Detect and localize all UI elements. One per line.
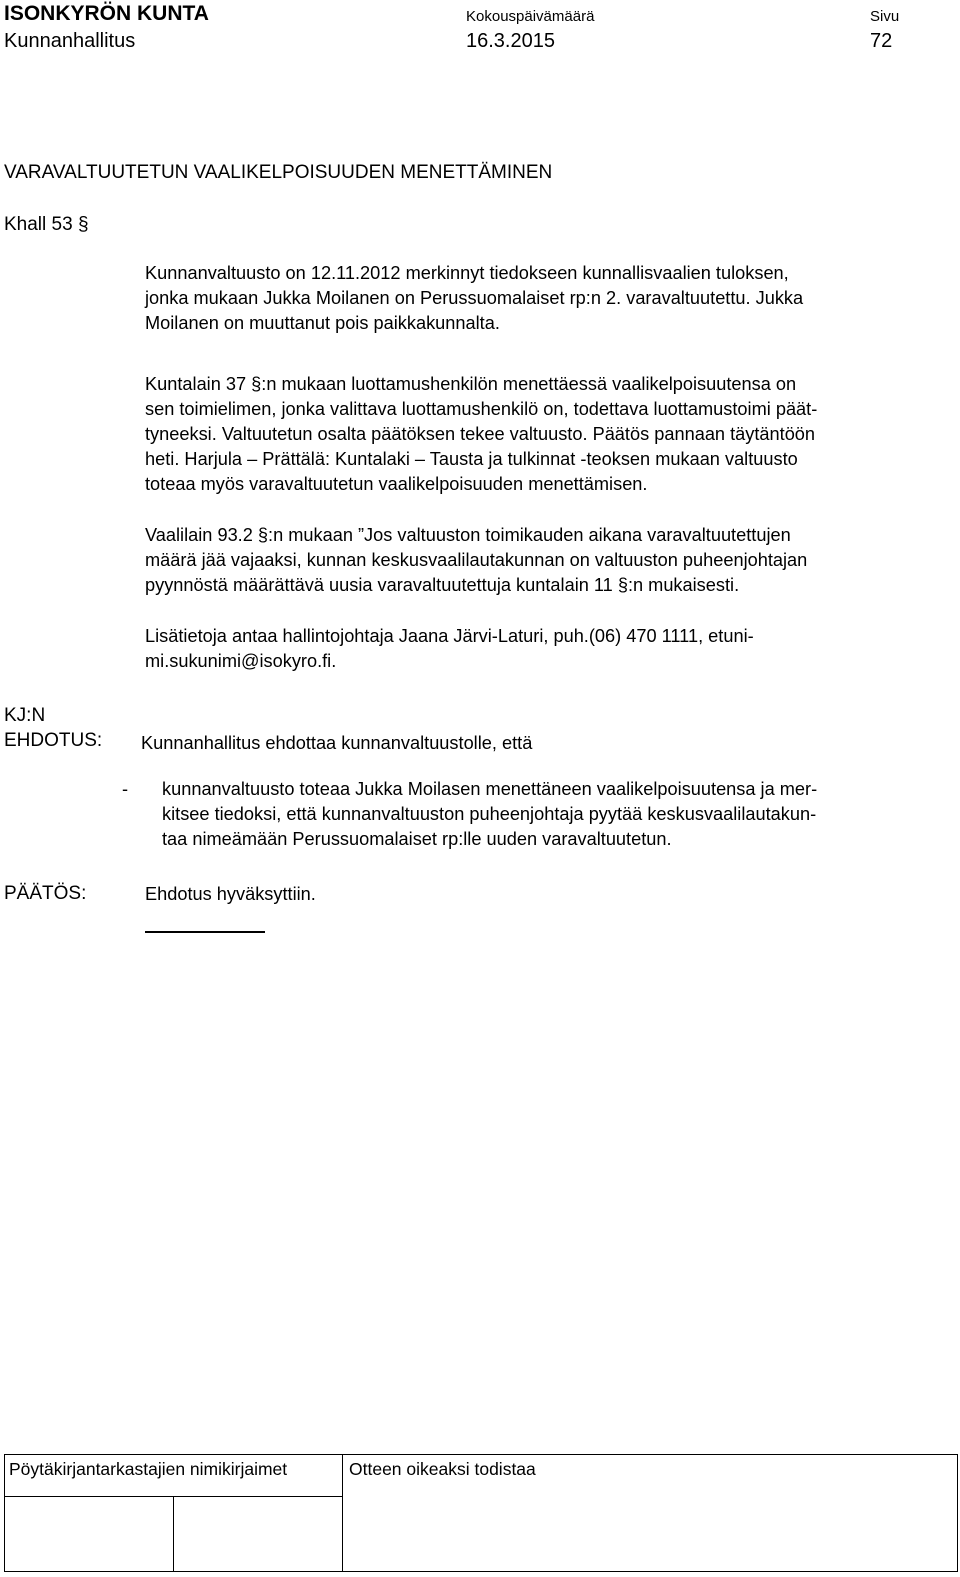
meeting-date: 16.3.2015 (466, 30, 555, 52)
page-label: Sivu (870, 8, 900, 25)
end-rule (145, 931, 265, 933)
footer-column-divider (342, 1455, 343, 1571)
decision-label: PÄÄTÖS: (4, 883, 87, 904)
paragraph-legal-basis (145, 372, 957, 497)
body-name: Kunnanhallitus (4, 30, 136, 52)
paragraph-line: mi.sukunimi@isokyro.fi. (145, 651, 337, 671)
paragraph-line: taa nimeämään Perussuomalaiset rp:lle uuden varavaltuutetun. (162, 829, 672, 849)
date-label: Kokouspäivämäärä (466, 8, 595, 25)
signatures-label: Pöytäkirjantarkastajien nimikirjaimet (9, 1459, 288, 1479)
bullet-dash: - (122, 779, 129, 799)
paragraph-line: sen toimielimen, jonka valittava luottamushenkilö on, todettava luottamustoimi päät- (145, 399, 818, 419)
section-reference: Khall 53 § (4, 214, 89, 235)
paragraph-contact-info (145, 624, 957, 674)
paragraph-line: toteaa myös varavaltuutetun vaalikelpoisuuden menettämisen. (145, 474, 648, 494)
document-title: VARAVALTUUTETUN VAALIKELPOISUUDEN MENETTÄMINEN (4, 162, 553, 183)
paragraph-background (145, 261, 957, 336)
page-number: 72 (870, 30, 893, 52)
paragraph-line: kunnanvaltuusto toteaa Jukka Moilasen menettäneen vaalikelpoisuutensa ja mer- (162, 779, 818, 799)
paragraph-line: tyneeksi. Valtuutetun osalta päätöksen tekee valtuusto. Päätös pannaan täytäntöön (145, 424, 816, 444)
proposal-bullet-item (162, 777, 958, 852)
proposal-label-line1: KJ:N (4, 705, 46, 726)
decision-text (145, 882, 957, 907)
paragraph-line: heti. Harjula – Prättälä: Kuntalaki – Tausta ja tulkinnat -teoksen mukaan valtuusto (145, 449, 798, 469)
paragraph-election-law (145, 523, 957, 598)
paragraph-line: jonka mukaan Jukka Moilanen on Perussuomalaiset rp:n 2. varavaltuutettu. Jukka (145, 288, 804, 308)
paragraph-line: Lisätietoja antaa hallintojohtaja Jaana Järvi-Laturi, puh.(06) 470 1111, etuni- (145, 626, 754, 646)
paragraph-line: Ehdotus hyväksyttiin. (145, 884, 316, 904)
proposal-label-line2: EHDOTUS: (4, 730, 103, 751)
proposal-text (141, 731, 953, 756)
paragraph-line: Kunnanvaltuusto on 12.11.2012 merkinnyt tiedokseen kunnallisvaalien tuloksen, (145, 263, 789, 283)
footer-signature-table (4, 1454, 958, 1572)
footer-initials-divider (173, 1496, 174, 1571)
paragraph-line: Moilanen on muuttanut pois paikkakunnalta. (145, 313, 500, 333)
paragraph-line: määrä jää vajaaksi, kunnan keskusvaalilautakunnan on valtuuston puheenjohtajan (145, 550, 808, 570)
paragraph-line: Kunnanhallitus ehdottaa kunnanvaltuustolle, että (141, 733, 533, 753)
organization-name: ISONKYRÖN KUNTA (4, 2, 209, 25)
paragraph-line: Kuntalain 37 §:n mukaan luottamushenkilön menettäessä vaalikelpoisuutensa on (145, 374, 797, 394)
paragraph-line: kitsee tiedoksi, että kunnanvaltuuston puheenjohtaja pyytää keskusvaalilautakun- (162, 804, 817, 824)
paragraph-line: Vaalilain 93.2 §:n mukaan ”Jos valtuuston toimikauden aikana varavaltuutettujen (145, 525, 791, 545)
certified-label: Otteen oikeaksi todistaa (349, 1459, 536, 1479)
paragraph-line: pyynnöstä määrättävä uusia varavaltuutettuja kuntalain 11 §:n mukaisesti. (145, 575, 740, 595)
